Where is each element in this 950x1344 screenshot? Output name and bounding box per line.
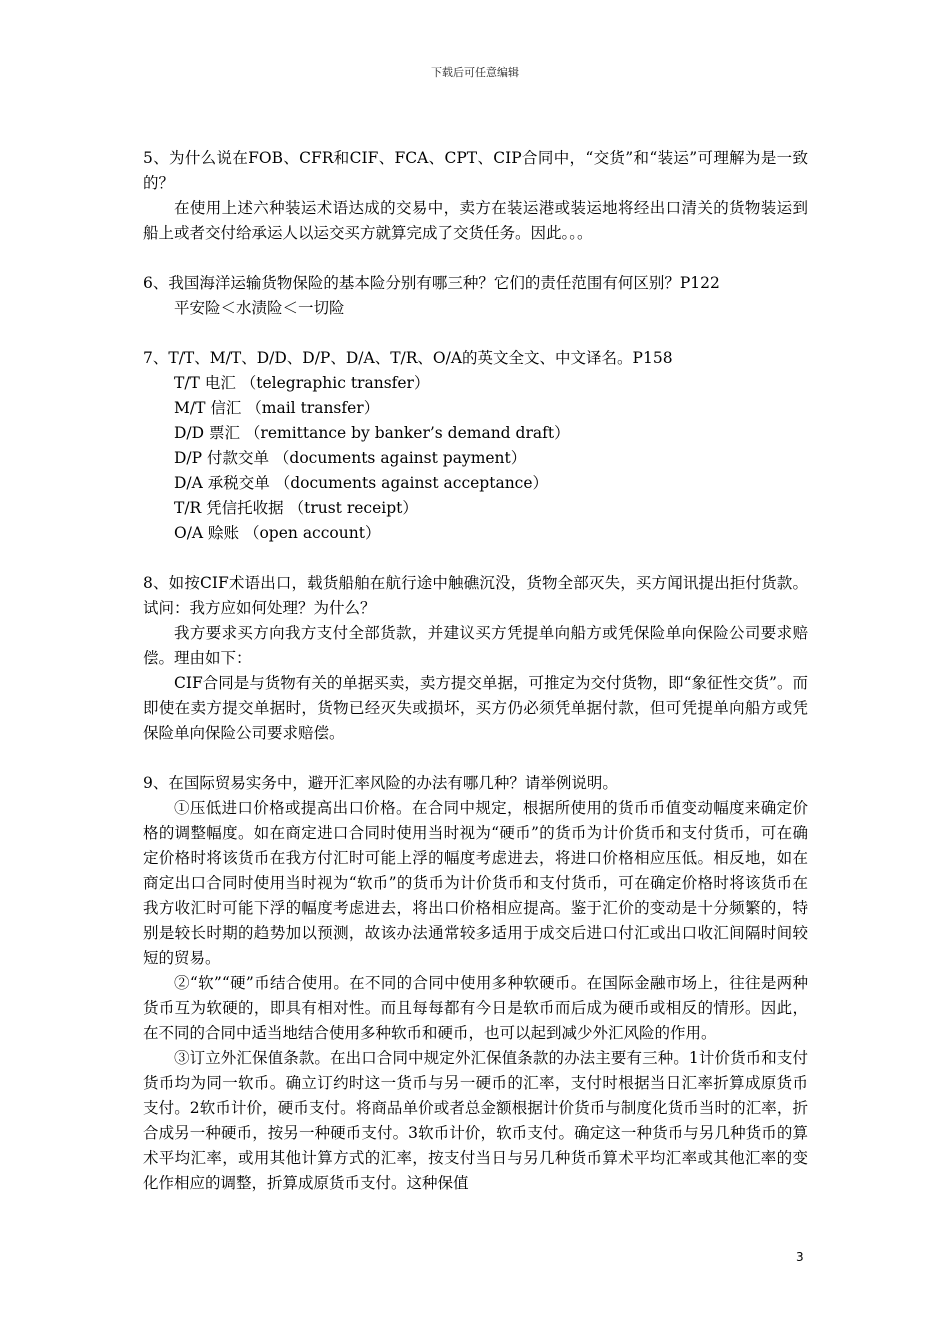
list-item: D/P 付款交单 （documents against payment） (174, 449, 527, 467)
answer-9-method-2: ②“软”“硬”币结合使用。在不同的合同中使用多种软硬币。在国际金融市场上，往往是两种货币互为软硬的，即具有相对性。而且每每都有今日是软币而后成为硬币或相反的情形。因此，在不同的合同中适当地结合使用多种软币和硬币，也可以起到减少外汇风险的作用。 (143, 974, 808, 1042)
page-header: 下载后可任意编辑 (431, 66, 519, 79)
answer-9-method-1: ①压低进口价格或提高出口价格。在合同中规定，根据所使用的货币币值变动幅度来确定价格的调整幅度。如在商定进口合同时使用当时视为“硬币”的货币为计价货币和支付货币，可在确定价格时将该货币在我方付汇时可能上浮的幅度考虑进去，将进口价格相应压低。相反地，如在商定出口合同时使用当时视为“软币”的货币为计价货币和支付货币，可在确定价格时将该货币在我方收汇时可能下浮的幅度考虑进去，将出口价格相应提高。鉴于汇价的变动是十分频繁的，特别是较长时期的趋势加以预测，故该办法通常较多适用于成交后进口付汇或出口收汇间隔时间较短的贸易。 (143, 799, 808, 967)
list-item: O/A 赊账 （open account） (174, 524, 381, 542)
list-item: T/R 凭信托收据 （trust receipt） (174, 499, 418, 517)
list-item: T/T 电汇 （telegraphic transfer） (174, 374, 430, 392)
answer-9-method-3: ③订立外汇保值条款。在出口合同中规定外汇保值条款的办法主要有三种。1计价货币和支付货币均为同一软币。确立订约时这一货币与另一硬币的汇率，支付时根据当日汇率折算成原货币支付。2软币计价，硬币支付。将商品单价或者总金额根据计价货币与制度化货币当时的汇率，折合成另一种硬币，按另一种硬币支付。3软币计价，软币支付。确定这一种货币与另几种货币的算术平均汇率，或用其他计算方式的汇率，按支付当日与另几种货币算术平均汇率或其他汇率的变化作相应的调整，折算成原货币支付。这种保值 (143, 1049, 808, 1192)
answer-6: 平安险＜水渍险＜一切险 (174, 299, 345, 317)
spacer (143, 546, 808, 571)
question-9: 9、在国际贸易实务中，避开汇率风险的办法有哪几种？请举例说明。 (143, 774, 618, 792)
list-item: M/T 信汇 （mail transfer） (174, 399, 380, 417)
question-7: 7、T/T、M/T、D/D、D/P、D/A、T/R、O/A的英文全文、中文译名。P158 (143, 349, 673, 367)
spacer (143, 246, 808, 271)
document-body (143, 146, 808, 1196)
spacer (143, 321, 808, 346)
spacer (143, 746, 808, 771)
page-number: 3 (796, 1250, 804, 1264)
question-8: 8、如按CIF术语出口，载货船舶在航行途中触礁沉没，货物全部灭失，买方闻讯提出拒付货款。试问：我方应如何处理？为什么？ (143, 574, 808, 617)
answer-5: 在使用上述六种装运术语达成的交易中，卖方在装运港或装运地将经出口清关的货物装运到船上或者交付给承运人以运交买方就算完成了交货任务。因此。。。 (143, 199, 808, 242)
answer-8-part-1: 我方要求买方向我方支付全部货款，并建议买方凭提单向船方或凭保险单向保险公司要求赔偿。理由如下： (143, 624, 808, 667)
list-item: D/D 票汇 （remittance by banker’s demand draft） (174, 424, 570, 442)
question-5: 5、为什么说在FOB、CFR和CIF、FCA、CPT、CIP合同中，“交货”和“装运”可理解为是一致的？ (143, 149, 808, 192)
question-6: 6、我国海洋运输货物保险的基本险分别有哪三种？它们的责任范围有何区别？P122 (143, 274, 720, 292)
answer-8-part-2: CIF合同是与货物有关的单据买卖，卖方提交单据，可推定为交付货物，即“象征性交货”。而即使在卖方提交单据时，货物已经灭失或损坏，买方仍必须凭单据付款，但可凭提单向船方或凭保险单向保险公司要求赔偿。 (143, 674, 808, 742)
list-item: D/A 承税交单 （documents against acceptance） (174, 474, 549, 492)
